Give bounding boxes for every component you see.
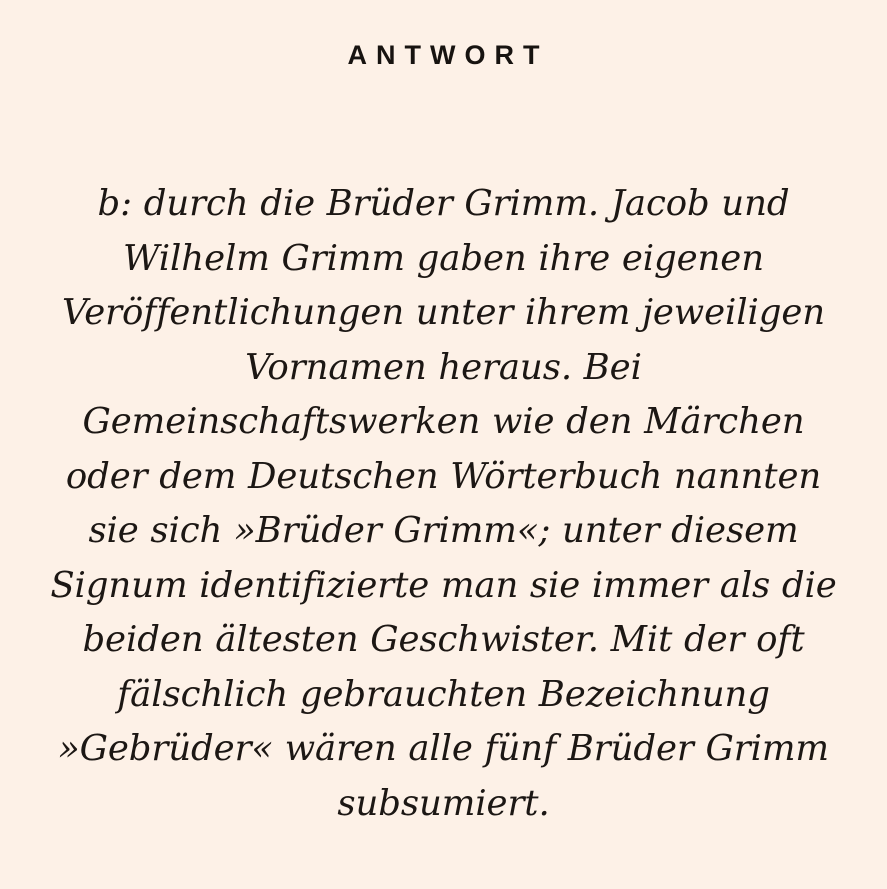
section-label-antwort: ANTWORT (347, 40, 549, 70)
answer-block (44, 177, 844, 831)
answer-body-text: b: durch die Brüder Grimm. Jacob und Wilhelm Grimm gaben ihre eigenen Veröffentlichungen unter ihrem jeweiligen Vornamen heraus. Bei Gemeinschaftswerken wie den Märchen oder dem Deutschen Wörterbuch nannten sie sich »Brüder Grimm«; unter diesem Signum identifizierte man sie immer als die beiden ältesten Geschwister. Mit der oft fälschlich gebrauchten Bezeichnung »Gebrüder« wären alle fünf Brüder Grimm subsumiert. (50, 183, 837, 824)
